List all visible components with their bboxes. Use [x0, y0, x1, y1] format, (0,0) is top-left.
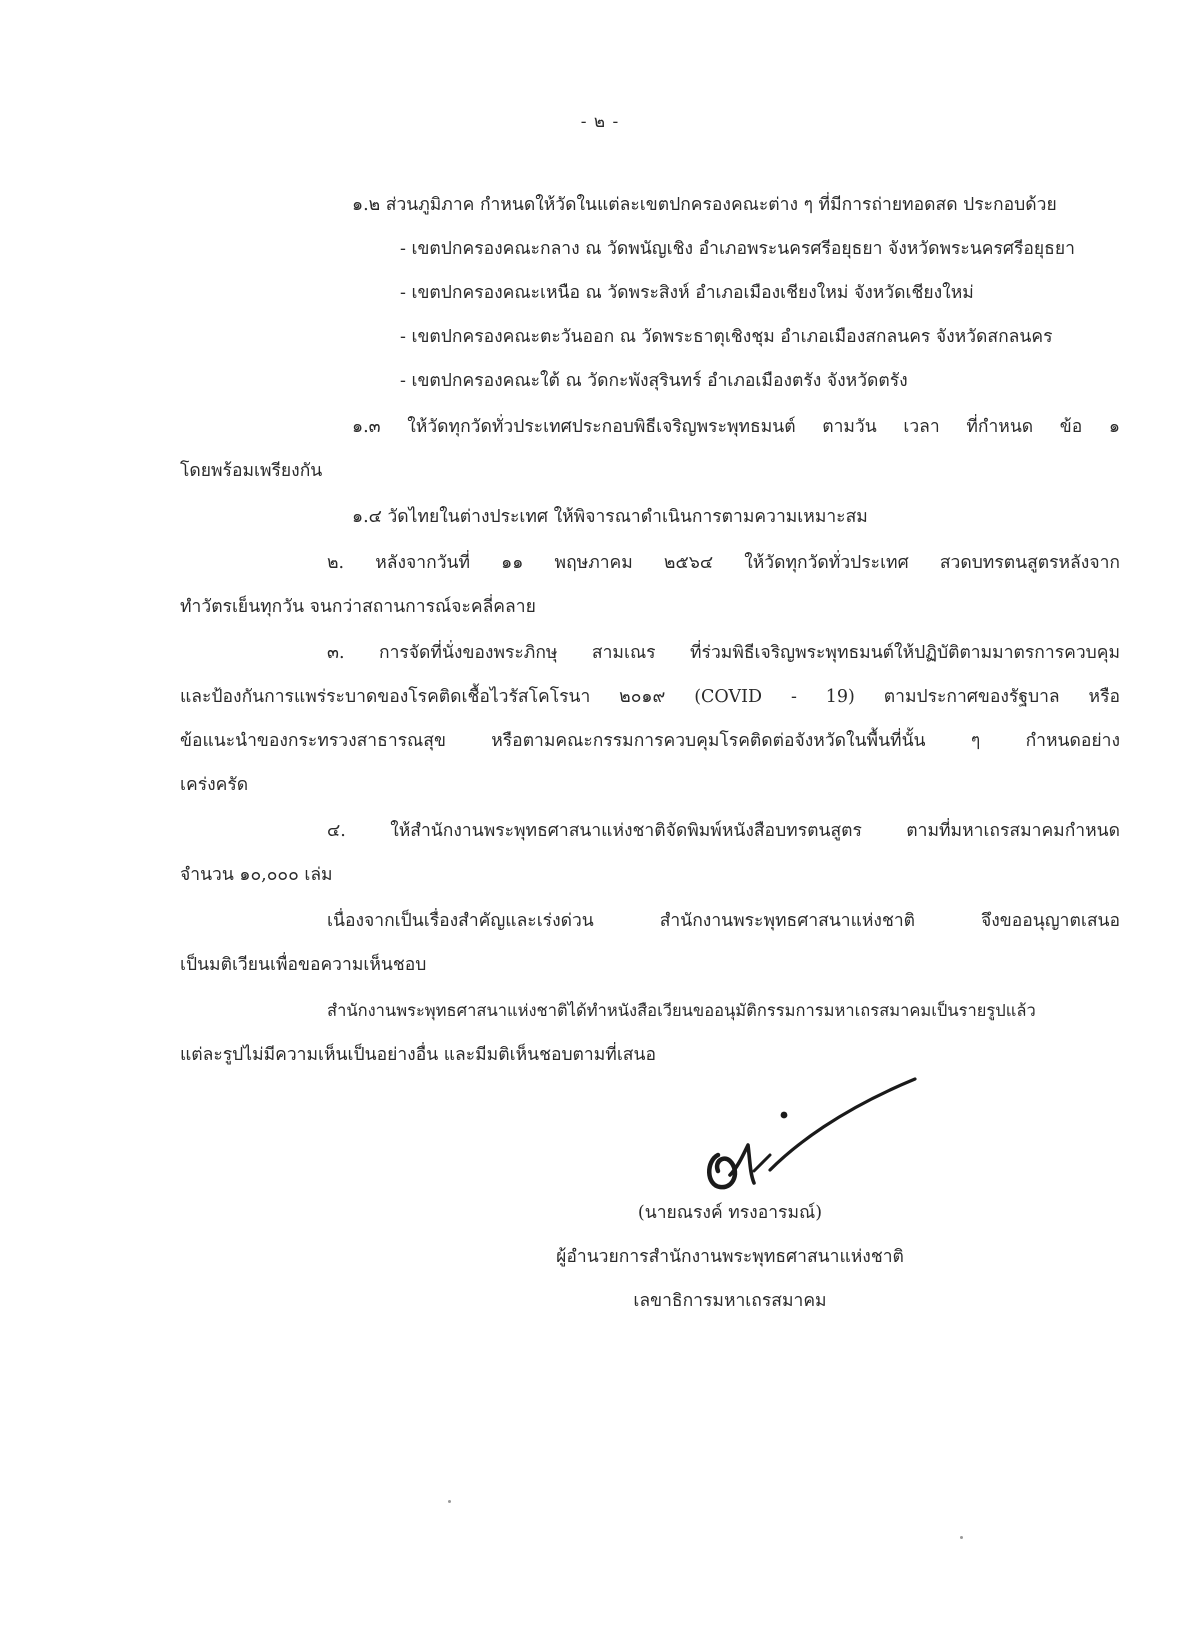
urgent-paragraph-line-1: เนื่องจากเป็นเรื่องสำคัญและเร่งด่วน สำนักงานพระพุทธศาสนาแห่งชาติ จึงขออนุญาตเสนอ [327, 911, 1120, 931]
final-paragraph-line-2: แต่ละรูปไม่มีความเห็นเป็นอย่างอื่น และมีมติเห็นชอบตามที่เสนอ [180, 1045, 656, 1065]
list-item: - เขตปกครองคณะใต้ ณ วัดกะพังสุรินทร์ อำเภอเมืองตรัง จังหวัดตรัง [400, 371, 908, 391]
section-1-2-heading: ๑.๒ ส่วนภูมิภาค กำหนดให้วัดในแต่ละเขตปกครองคณะต่าง ๆ ที่มีการถ่ายทอดสด ประกอบด้วย [352, 195, 1057, 215]
signatory-name: (นายณรงค์ ทรงอารมณ์) [637, 1203, 823, 1223]
section-4-line-1: ๔. ให้สำนักงานพระพุทธศาสนาแห่งชาติจัดพิมพ์หนังสือบทรตนสูตร ตามที่มหาเถรสมาคมกำหนด [327, 821, 1120, 841]
signatory-position: ผู้อำนวยการสำนักงานพระพุทธศาสนาแห่งชาติ [556, 1247, 904, 1267]
section-3-line-2: และป้องกันการแพร่ระบาดของโรคติดเชื้อไวรัสโคโรนา ๒๐๑๙ (COVID - 19) ตามประกาศของรัฐบาล หรือ [180, 687, 1120, 707]
scan-speck [448, 1500, 451, 1503]
section-3-line-3: ข้อแนะนำของกระทรวงสาธารณสุข หรือตามคณะกรรมการควบคุมโรคติดต่อจังหวัดในพื้นที่นั้น ๆ กำหนดอย่าง [180, 731, 1120, 751]
list-item: - เขตปกครองคณะกลาง ณ วัดพนัญเชิง อำเภอพระนครศรีอยุธยา จังหวัดพระนครศรีอยุธยา [400, 239, 1075, 259]
scan-speck [960, 1536, 963, 1539]
section-2-line-2: ทำวัตรเย็นทุกวัน จนกว่าสถานการณ์จะคลี่คลาย [180, 597, 536, 617]
section-1-4-line-1: ๑.๔ วัดไทยในต่างประเทศ ให้พิจารณาดำเนินการตามความเหมาะสม [352, 507, 868, 527]
section-3-line-1: ๓. การจัดที่นั่งของพระภิกษุ สามเณร ที่ร่วมพิธีเจริญพระพุทธมนต์ให้ปฏิบัติตามมาตรการควบคุม [327, 643, 1120, 663]
handwritten-signature [700, 1075, 920, 1205]
final-paragraph-line-1: สำนักงานพระพุทธศาสนาแห่งชาติได้ทำหนังสือเวียนขออนุมัติกรรมการมหาเถรสมาคมเป็นรายรูปแล้ว [327, 1001, 1036, 1020]
section-3-line-4: เคร่งครัด [180, 775, 249, 795]
urgent-paragraph-line-2: เป็นมติเวียนเพื่อขอความเห็นชอบ [180, 955, 427, 975]
list-item: - เขตปกครองคณะเหนือ ณ วัดพระสิงห์ อำเภอเมืองเชียงใหม่ จังหวัดเชียงใหม่ [400, 283, 974, 303]
section-4-line-2: จำนวน ๑๐,๐๐๐ เล่ม [180, 865, 333, 885]
list-item: - เขตปกครองคณะตะวันออก ณ วัดพระธาตุเชิงชุม อำเภอเมืองสกลนคร จังหวัดสกลนคร [400, 327, 1053, 347]
section-1-3-line-1: ๑.๓ ให้วัดทุกวัดทั่วประเทศประกอบพิธีเจริญพระพุทธมนต์ ตามวัน เวลา ที่กำหนด ข้อ ๑ [352, 417, 1120, 437]
section-1-3-line-2: โดยพร้อมเพรียงกัน [180, 461, 323, 481]
page-number: - ๒ - [580, 112, 620, 132]
section-2-line-1: ๒. หลังจากวันที่ ๑๑ พฤษภาคม ๒๕๖๔ ให้วัดทุกวัดทั่วประเทศ สวดบทรตนสูตรหลังจาก [327, 553, 1120, 573]
signatory-role: เลขาธิการมหาเถรสมาคม [633, 1291, 827, 1311]
